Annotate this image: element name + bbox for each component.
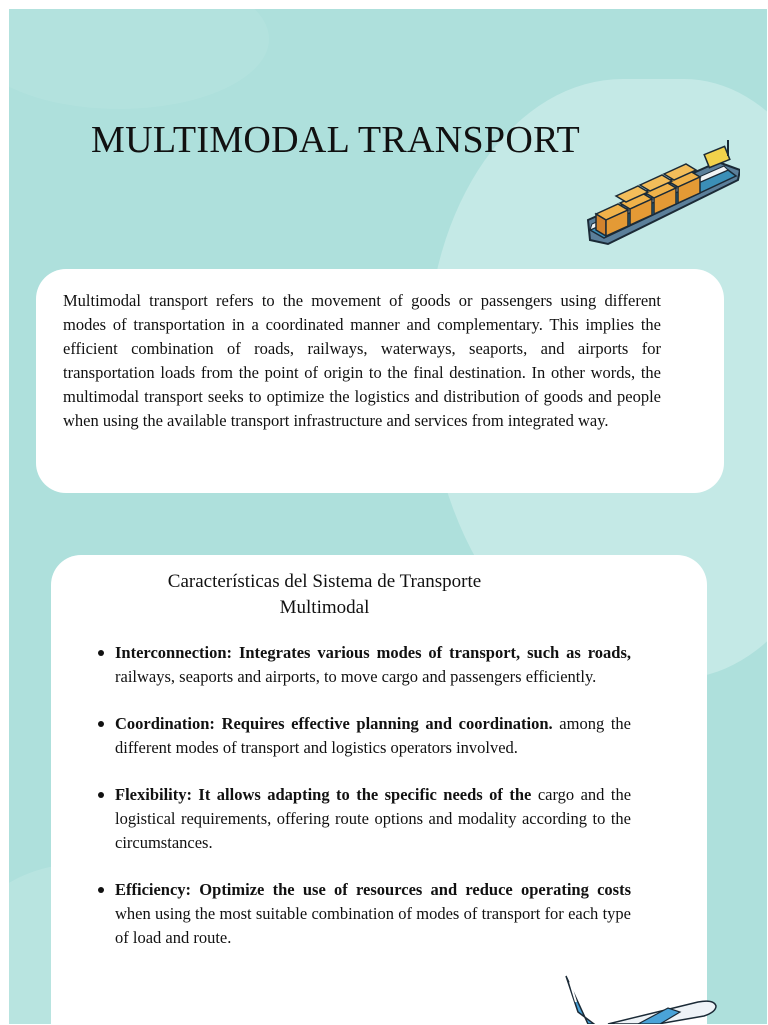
- feature-label: Efficiency: Optimize the use of resources and reduce operating costs: [115, 880, 631, 899]
- decorative-blob: [9, 9, 269, 109]
- intro-card: [36, 269, 724, 493]
- features-list: [115, 641, 631, 973]
- feature-text: railways, seaports and airports, to move cargo and passengers efficiently.: [115, 667, 597, 686]
- feature-label: Flexibility: It allows adapting to the specific needs of the: [115, 785, 532, 804]
- feature-text: cargo and the logistical requirements, offering route options and modality according to the circumstances.: [115, 785, 632, 852]
- feature-text: among the different modes of transport and logistics operators involved.: [115, 714, 631, 757]
- airplane-icon: [548, 972, 718, 1024]
- feature-text: when using the most suitable combination of modes of transport for each type of load and route.: [115, 904, 631, 947]
- cargo-ship-icon: [578, 140, 740, 260]
- features-card: [51, 555, 707, 1025]
- features-heading: Características del Sistema de Transporte Multimodal: [167, 571, 482, 618]
- feature-coordination: [115, 712, 631, 760]
- feature-flexibility: [115, 783, 631, 855]
- feature-label: Interconnection: Integrates various modes of transport, such as roads,: [115, 643, 631, 662]
- feature-interconnection: [115, 641, 631, 689]
- feature-label: Coordination: Requires effective planning and coordination.: [115, 714, 553, 733]
- intro-paragraph: Multimodal transport refers to the movement of goods or passengers using different modes of transportation in a coordinated manner and complementary. This implies the efficient combination of roads, railways, waterways, seaports, and airports for transportation loads from the point of origin to the final destination. In other words, the multimodal transport seeks to optimize the logistics and distribution of goods and people when using the available transport infrastructure and services from integrated way.: [63, 291, 661, 430]
- page-title: MULTIMODAL TRANSPORT: [91, 119, 580, 161]
- feature-efficiency: [115, 878, 631, 950]
